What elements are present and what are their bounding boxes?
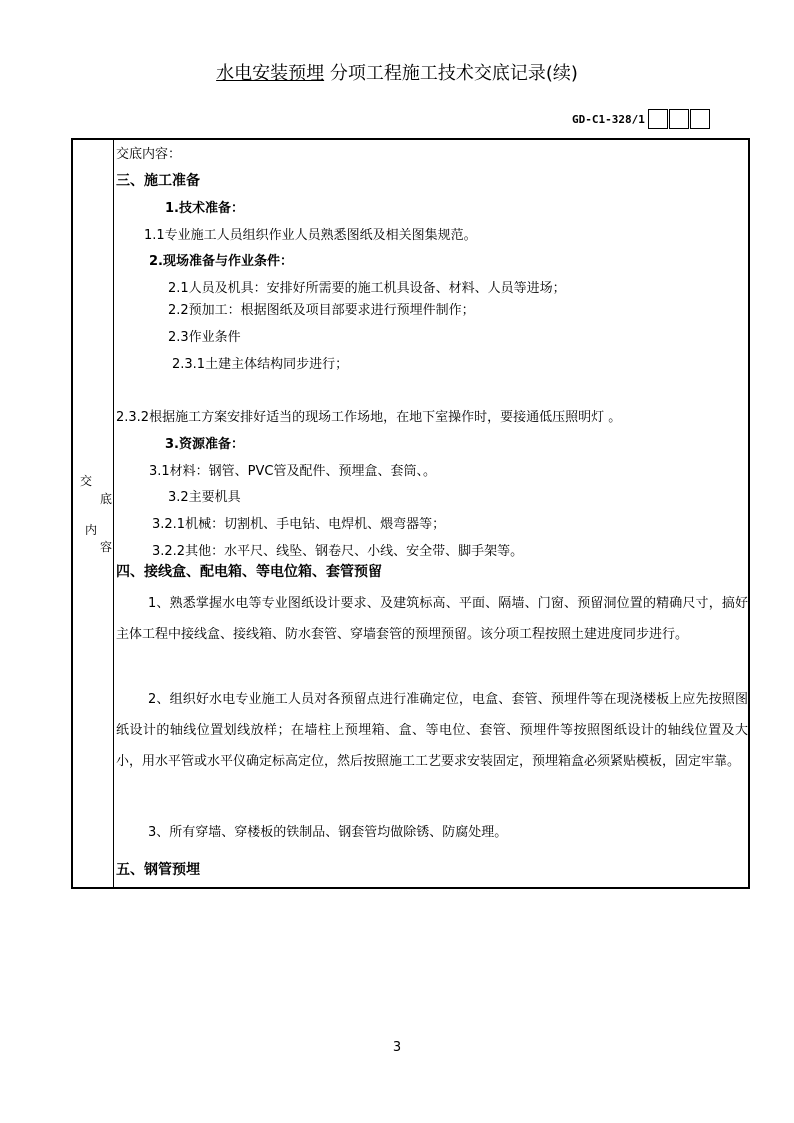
item-3-2: 3.2主要机具 bbox=[168, 490, 241, 505]
item-3-2-2: 3.2.2其他：水平尺、线坠、钢卷尺、小线、安全带、脚手架等。 bbox=[152, 544, 524, 559]
paragraph-2: 2、组织好水电专业施工人员对各预留点进行准确定位，电盒、套管、预埋件等在现浇楼板上应先按照图纸设计的轴线位置划线放样；在墙柱上预埋箱、盒、等电位、套管、预埋件等按照图纸设计的轴线位置及大小，用水平管或水平仪确定标高定位，然后按照施工工艺要求安装固定，预埋箱盒必须紧贴模板，固定牢靠。 bbox=[116, 692, 748, 769]
side-label-2: 底 bbox=[100, 492, 113, 506]
section-4-heading: 四、接线盒、配电箱、等电位箱、套管预留 bbox=[116, 564, 382, 580]
code-box-2 bbox=[669, 109, 689, 129]
code-box-3 bbox=[690, 109, 710, 129]
item-1-1: 1.1专业施工人员组织作业人员熟悉图纸及相关图集规范。 bbox=[144, 228, 477, 243]
item-2-3-2: 2.3.2根据施工方案安排好适当的现场工作场地，在地下室操作时，要接通低压照明灯 。 bbox=[116, 410, 622, 425]
intro-label: 交底内容： bbox=[116, 147, 182, 162]
section-3-heading: 三、施工准备 bbox=[116, 173, 200, 189]
page-title bbox=[0, 62, 794, 86]
side-label-4: 容 bbox=[100, 540, 113, 554]
side-label-3: 内 bbox=[85, 523, 98, 537]
paragraph-3: 3、所有穿墙、穿楼板的铁制品、钢套管均做除锈、防腐处理。 bbox=[148, 825, 508, 840]
resource-prep-heading: 3.资源准备： bbox=[165, 437, 244, 452]
title-rest: 分项工程施工技术交底记录(续) bbox=[324, 63, 578, 84]
title-project: 水电安装预埋 bbox=[216, 63, 325, 84]
item-3-1: 3.1材料：钢管、PVC管及配件、预埋盒、套筒、。 bbox=[149, 464, 436, 479]
form-code-row bbox=[572, 108, 710, 130]
item-2-3-1: 2.3.1土建主体结构同步进行； bbox=[172, 357, 349, 372]
disclosure-table bbox=[71, 138, 750, 889]
page-number: 3 bbox=[392, 1040, 402, 1055]
item-2-2: 2.2预加工：根据图纸及项目部要求进行预埋件制作； bbox=[168, 303, 475, 318]
item-3-2-1: 3.2.1机械：切割机、手电钻、电焊机、煨弯器等； bbox=[152, 517, 446, 532]
paragraph-1: 1、熟悉掌握水电等专业图纸设计要求、及建筑标高、平面、隔墙、门窗、预留洞位置的精确尺寸，搞好主体工程中接线盒、接线箱、防水套管、穿墙套管的预埋预留。该分项工程按照土建进度同步进行。 bbox=[116, 596, 748, 642]
section-5-heading: 五、钢管预埋 bbox=[116, 862, 200, 878]
site-prep-heading: 2.现场准备与作业条件： bbox=[149, 254, 293, 269]
code-box-1 bbox=[648, 109, 668, 129]
tech-prep-heading: 1.技术准备： bbox=[165, 201, 244, 216]
item-2-3: 2.3作业条件 bbox=[168, 330, 241, 345]
form-code: GD-C1-328/1 bbox=[572, 112, 645, 126]
item-2-1: 2.1人员及机具：安排好所需要的施工机具设备、材料、人员等进场； bbox=[168, 281, 566, 296]
column-divider bbox=[113, 140, 114, 887]
side-label-1: 交 bbox=[80, 474, 93, 488]
